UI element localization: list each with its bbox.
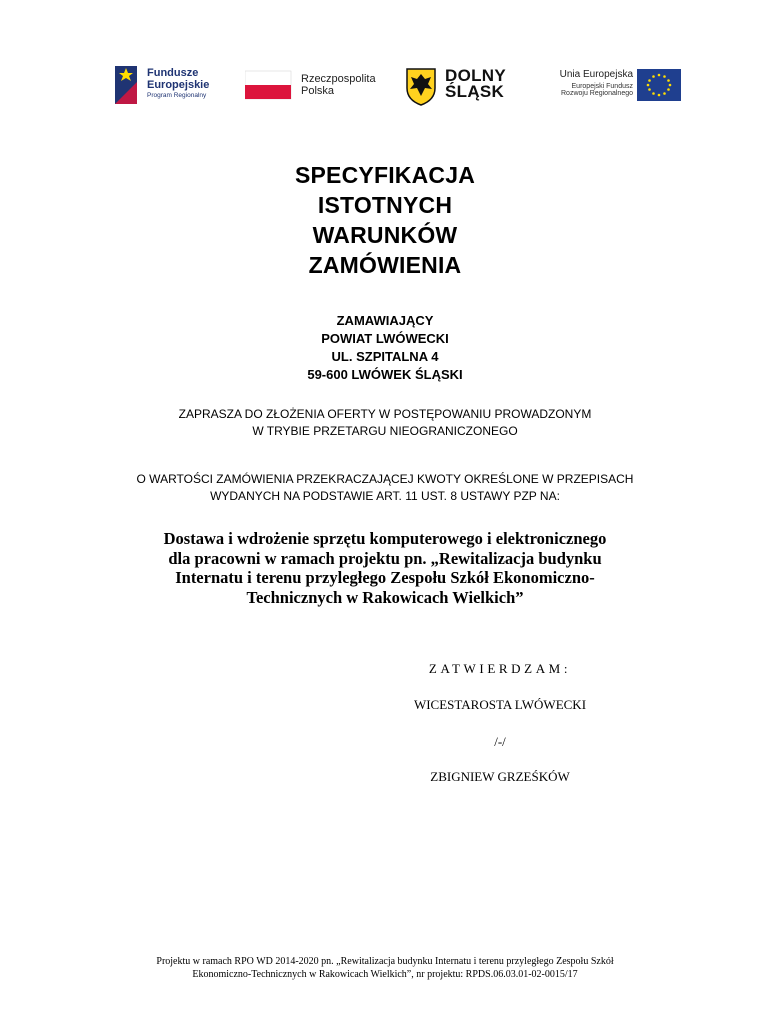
ue-fund-line2: Rozwoju Regionalnego — [561, 89, 633, 97]
page-footer — [0, 956, 770, 981]
ue-name: Unia Europejska — [559, 69, 633, 80]
value-clause-line: O WARTOŚCI ZAMÓWIENIA PRZEKRACZAJĄCEJ KWOTY OKREŚLONE W PRZEPISACH — [136, 472, 634, 486]
title-line: SPECYFIKACJA — [294, 162, 476, 188]
value-clause — [0, 471, 770, 505]
approver-name: ZBIGNIEW GRZEŚKÓW — [430, 769, 570, 784]
document-title — [0, 160, 770, 280]
subject-line: Dostawa i wdrożenie sprzętu komputerowego i elektronicznego — [163, 529, 607, 548]
contracting-authority — [0, 312, 770, 384]
fe-name-line1: Fundusze — [147, 67, 199, 79]
title-line: ISTOTNYCH — [317, 192, 453, 218]
title-line: WARUNKÓW — [312, 222, 458, 248]
signature-mark: /-/ — [494, 734, 506, 749]
ds-name-line2: ŚLĄSK — [445, 81, 505, 101]
eu-flag-icon — [637, 69, 681, 101]
fundusze-europejskie-logo — [113, 62, 223, 108]
rzeczpospolita-polska-logo — [245, 62, 385, 108]
fundusze-europejskie-emblem-icon — [113, 62, 143, 108]
authority-line: ZAMAWIAJĄCY — [336, 313, 434, 328]
value-clause-line: WYDANYCH NA PODSTAWIE ART. 11 UST. 8 USTAWY PZP NA: — [210, 489, 560, 503]
ds-name-line1: DOLNY — [445, 66, 506, 85]
authority-line: POWIAT LWÓWECKI — [321, 331, 449, 346]
title-line: ZAMÓWIENIA — [308, 252, 462, 278]
invitation-text — [0, 406, 770, 440]
approver-position: WICESTAROSTA LWÓWECKI — [413, 697, 587, 712]
ue-fund-line1: Europejski Fundusz — [571, 82, 633, 90]
fe-program-label: Program Regionalny — [147, 92, 207, 100]
subject-line: Internatu i terenu przyległego Zespołu Szkół Ekonomiczno- — [175, 568, 595, 587]
authority-line: UL. SZPITALNA 4 — [331, 349, 439, 364]
dolny-slask-logo — [405, 62, 515, 108]
invitation-line: W TRYBIE PRZETARGU NIEOGRANICZONEGO — [252, 424, 518, 438]
rp-name-line1: Rzeczpospolita — [301, 73, 376, 85]
polish-flag-icon — [245, 62, 293, 108]
logo-bar — [113, 62, 679, 108]
invitation-line: ZAPRASZA DO ZŁOŻENIA OFERTY W POSTĘPOWANIU PROWADZONYM — [178, 407, 592, 421]
footer-line: Ekonomiczno-Technicznych w Rakowicach Wielkich”, nr projektu: RPDS.06.03.01-02-0015/17 — [192, 968, 578, 980]
authority-line: 59-600 LWÓWEK ŚLĄSKI — [307, 367, 463, 382]
rp-name-line2: Polska — [301, 84, 335, 97]
subject-line: Technicznych w Rakowicach Wielkich” — [246, 587, 524, 607]
approval-heading: ZATWIERDZAM: — [428, 661, 572, 676]
procurement-subject — [0, 529, 770, 607]
footer-line: Projektu w ramach RPO WD 2014-2020 pn. „Rewitalizacja budynku Internatu i terenu przyległego Zespołu Szkół — [156, 956, 614, 967]
unia-europejska-logo — [537, 62, 679, 108]
subject-line: dla pracowni w ramach projektu pn. „Rewitalizacja budynku — [168, 548, 602, 568]
fe-name-line2: Europejskie — [147, 78, 210, 91]
dolny-slask-eagle-crest-icon — [405, 62, 439, 108]
